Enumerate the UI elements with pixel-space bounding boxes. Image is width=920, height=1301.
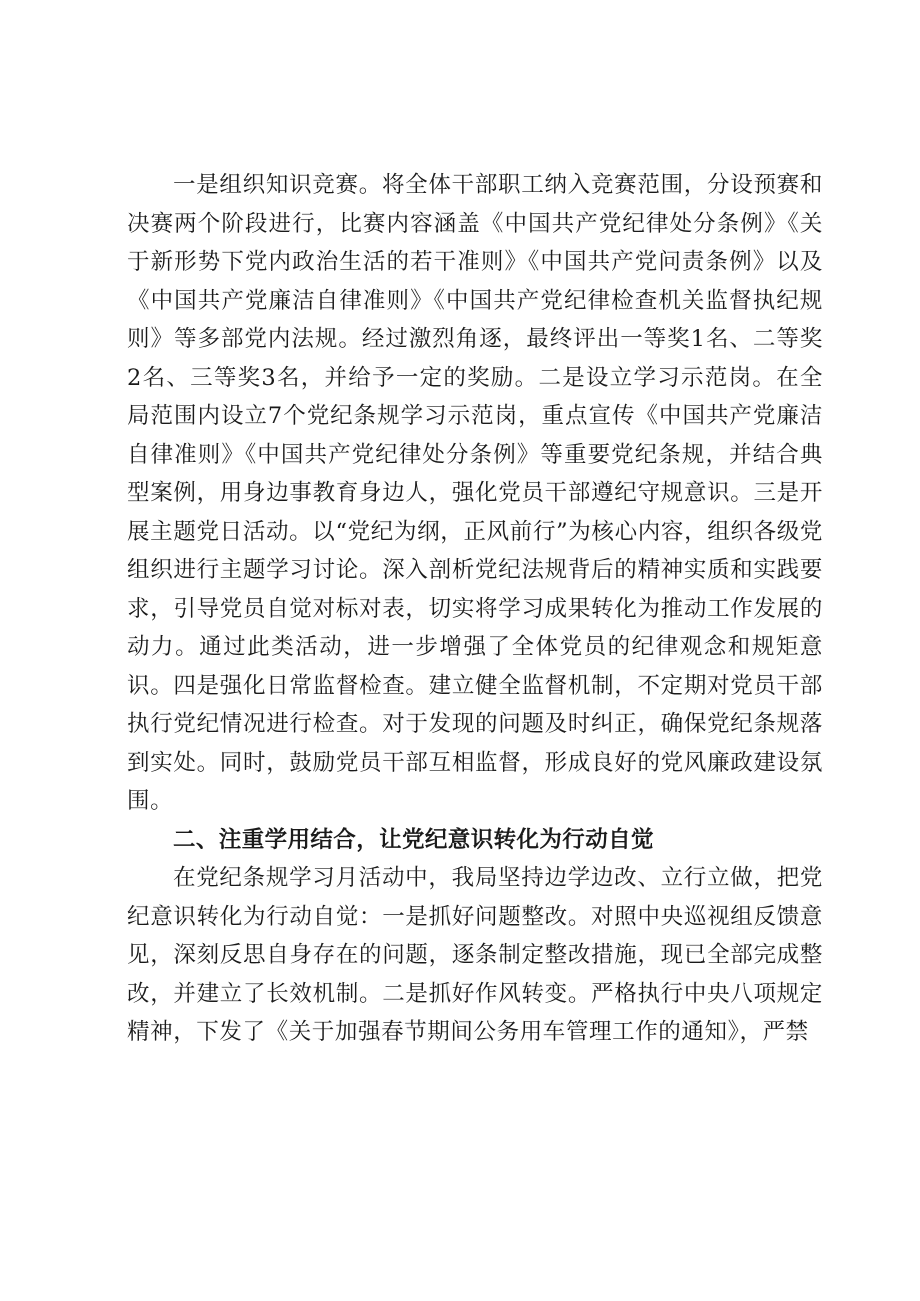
document-content <box>127 166 823 1052</box>
body-paragraph-activities: 一是组织知识竞赛。将全体干部职工纳入竞赛范围，分设预赛和决赛两个阶段进行，比赛内容涵盖《中国共产党纪律处分条例》《关于新形势下党内政治生活的若干准则》《中国共产党问责条例》以及《中国共产党廉洁自律准则》《中国共产党纪律检查机关监督执纪规则》等多部党内法规。经过激烈角逐，最终评出一等奖1名、二等奖2名、三等奖3名，并给予一定的奖励。二是设立学习示范岗。在全局范围内设立7个党纪条规学习示范岗，重点宣传《中国共产党廉洁自律准则》《中国共产党纪律处分条例》等重要党纪条规，并结合典型案例，用身边事教育身边人，强化党员干部遵纪守规意识。三是开展主题党日活动。以“党纪为纲，正风前行”为核心内容，组织各级党组织进行主题学习讨论。深入剖析党纪法规背后的精神实质和实践要求，引导党员自觉对标对表，切实将学习成果转化为推动工作发展的动力。通过此类活动，进一步增强了全体党员的纪律观念和规矩意识。四是强化日常监督检查。建立健全监督机制，不定期对党员干部执行党纪情况进行检查。对于发现的问题及时纠正，确保党纪条规落到实处。同时，鼓励党员干部互相监督，形成良好的党风廉政建设氛围。 <box>127 172 823 814</box>
body-paragraph-study-application: 在党纪条规学习月活动中，我局坚持边学边改、立行立做，把党纪意识转化为行动自觉：一是抓好问题整改。对照中央巡视组反馈意见，深刻反思自身存在的问题，逐条制定整改措施，现已全部完成整改，并建立了长效机制。二是抓好作风转变。严格执行中央八项规定精神，下发了《关于加强春节期间公务用车管理工作的通知》，严禁 <box>127 865 823 1045</box>
section-heading-two: 二、注重学用结合，让党纪意识转化为行动自觉 <box>173 826 654 853</box>
